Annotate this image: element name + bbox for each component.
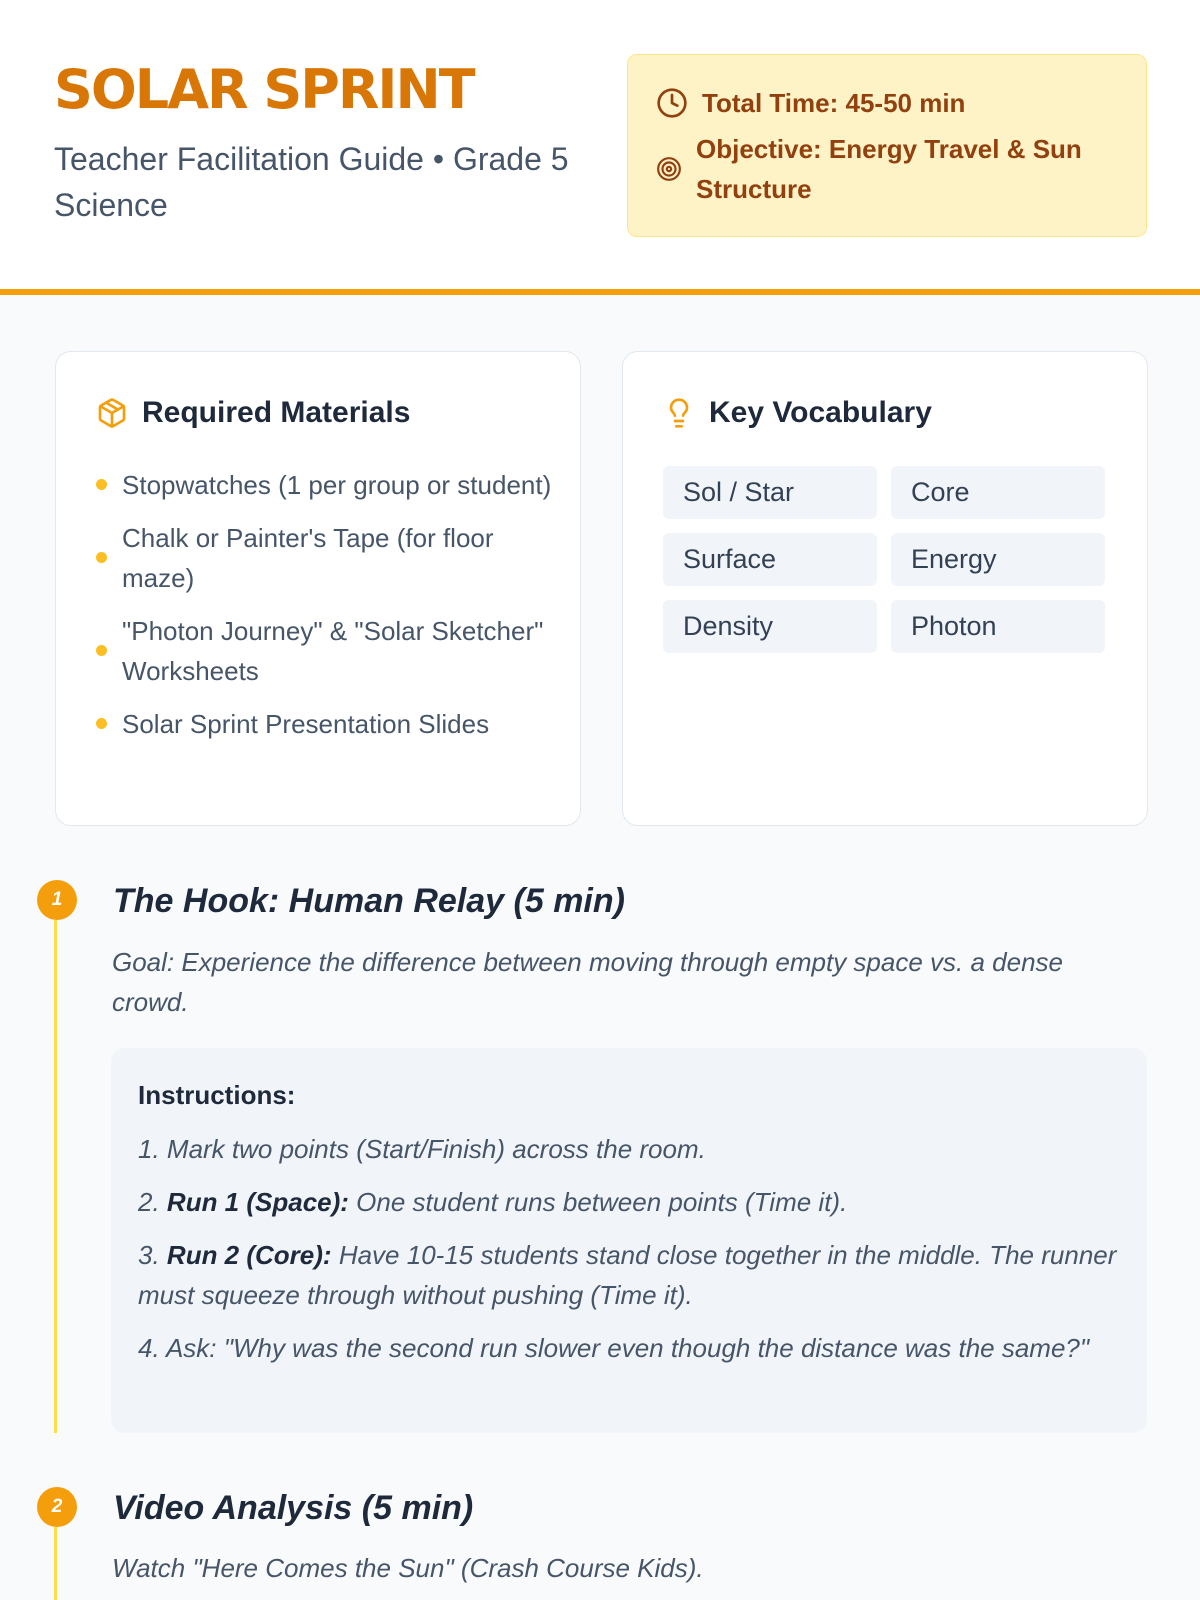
instruction-item: 2. Run 1 (Space): One student runs between points (Time it). — [138, 1187, 848, 1217]
bullet-dot — [96, 718, 107, 729]
vocab-term: Photon — [891, 600, 1105, 653]
info-box — [627, 54, 1147, 237]
clock-icon — [656, 87, 688, 119]
instruction-item: 4. Ask: "Why was the second run slower even though the distance was the same?" — [138, 1333, 1090, 1363]
materials-list — [94, 465, 554, 757]
instructions-box — [111, 1048, 1147, 1433]
vocabulary-card — [622, 351, 1148, 826]
instruction-item: 1. Mark two points (Start/Finish) across the room. — [138, 1134, 706, 1164]
instruction-lead: Run 2 (Core): — [166, 1240, 332, 1270]
bullet-dot — [96, 479, 107, 490]
page-title: SOLAR SPRINT — [54, 58, 474, 121]
vocab-term: Sol / Star — [663, 466, 877, 519]
instructions-title: Instructions: — [138, 1080, 296, 1110]
vocabulary-title: Key Vocabulary — [709, 396, 932, 429]
vocab-term: Density — [663, 600, 877, 653]
lightbulb-icon — [663, 397, 695, 429]
step-title: Video Analysis (5 min) — [113, 1489, 474, 1527]
bullet-dot — [96, 552, 107, 563]
header — [0, 0, 1200, 295]
vocab-term: Core — [891, 466, 1105, 519]
materials-title: Required Materials — [142, 396, 411, 429]
total-time-row — [656, 83, 965, 123]
list-item: Stopwatches (1 per group or student) — [94, 465, 554, 505]
instruction-item: 3. Run 2 (Core): Have 10-15 students stand close together in the middle. The runner must squeeze through without pushing (Time it). — [138, 1240, 1117, 1310]
step-goal: Watch "Here Comes the Sun" (Crash Course Kids). — [112, 1553, 704, 1583]
instruction-lead: Run 1 (Space): — [166, 1187, 349, 1217]
materials-header — [96, 396, 410, 430]
vocab-term: Energy — [891, 533, 1105, 586]
total-time: Total Time: 45-50 min — [702, 88, 966, 118]
page-subtitle: Teacher Facilitation Guide • Grade 5 Science — [54, 141, 569, 223]
objective-row — [656, 129, 1116, 209]
instructions-list — [138, 1129, 1128, 1381]
step-number-badge: 2 — [37, 1487, 77, 1527]
objective: Objective: Energy Travel & Sun Structure — [696, 134, 1082, 204]
box-icon — [96, 397, 128, 429]
timeline-line — [54, 1527, 57, 1600]
vocab-term: Surface — [663, 533, 877, 586]
list-item: Chalk or Painter's Tape (for floor maze) — [94, 518, 554, 598]
step-number-badge: 1 — [37, 880, 77, 920]
list-item: "Photon Journey" & "Solar Sketcher" Worksheets — [94, 611, 554, 691]
vocabulary-header — [663, 396, 932, 430]
list-item: Solar Sprint Presentation Slides — [94, 704, 554, 744]
vocabulary-grid — [663, 466, 1105, 653]
step-goal: Goal: Experience the difference between moving through empty space vs. a dense crowd. — [112, 947, 1064, 1017]
target-icon — [656, 156, 682, 182]
bullet-dot — [96, 645, 107, 656]
timeline-line — [54, 920, 57, 1433]
materials-card — [55, 351, 581, 826]
step-title: The Hook: Human Relay (5 min) — [113, 882, 625, 920]
